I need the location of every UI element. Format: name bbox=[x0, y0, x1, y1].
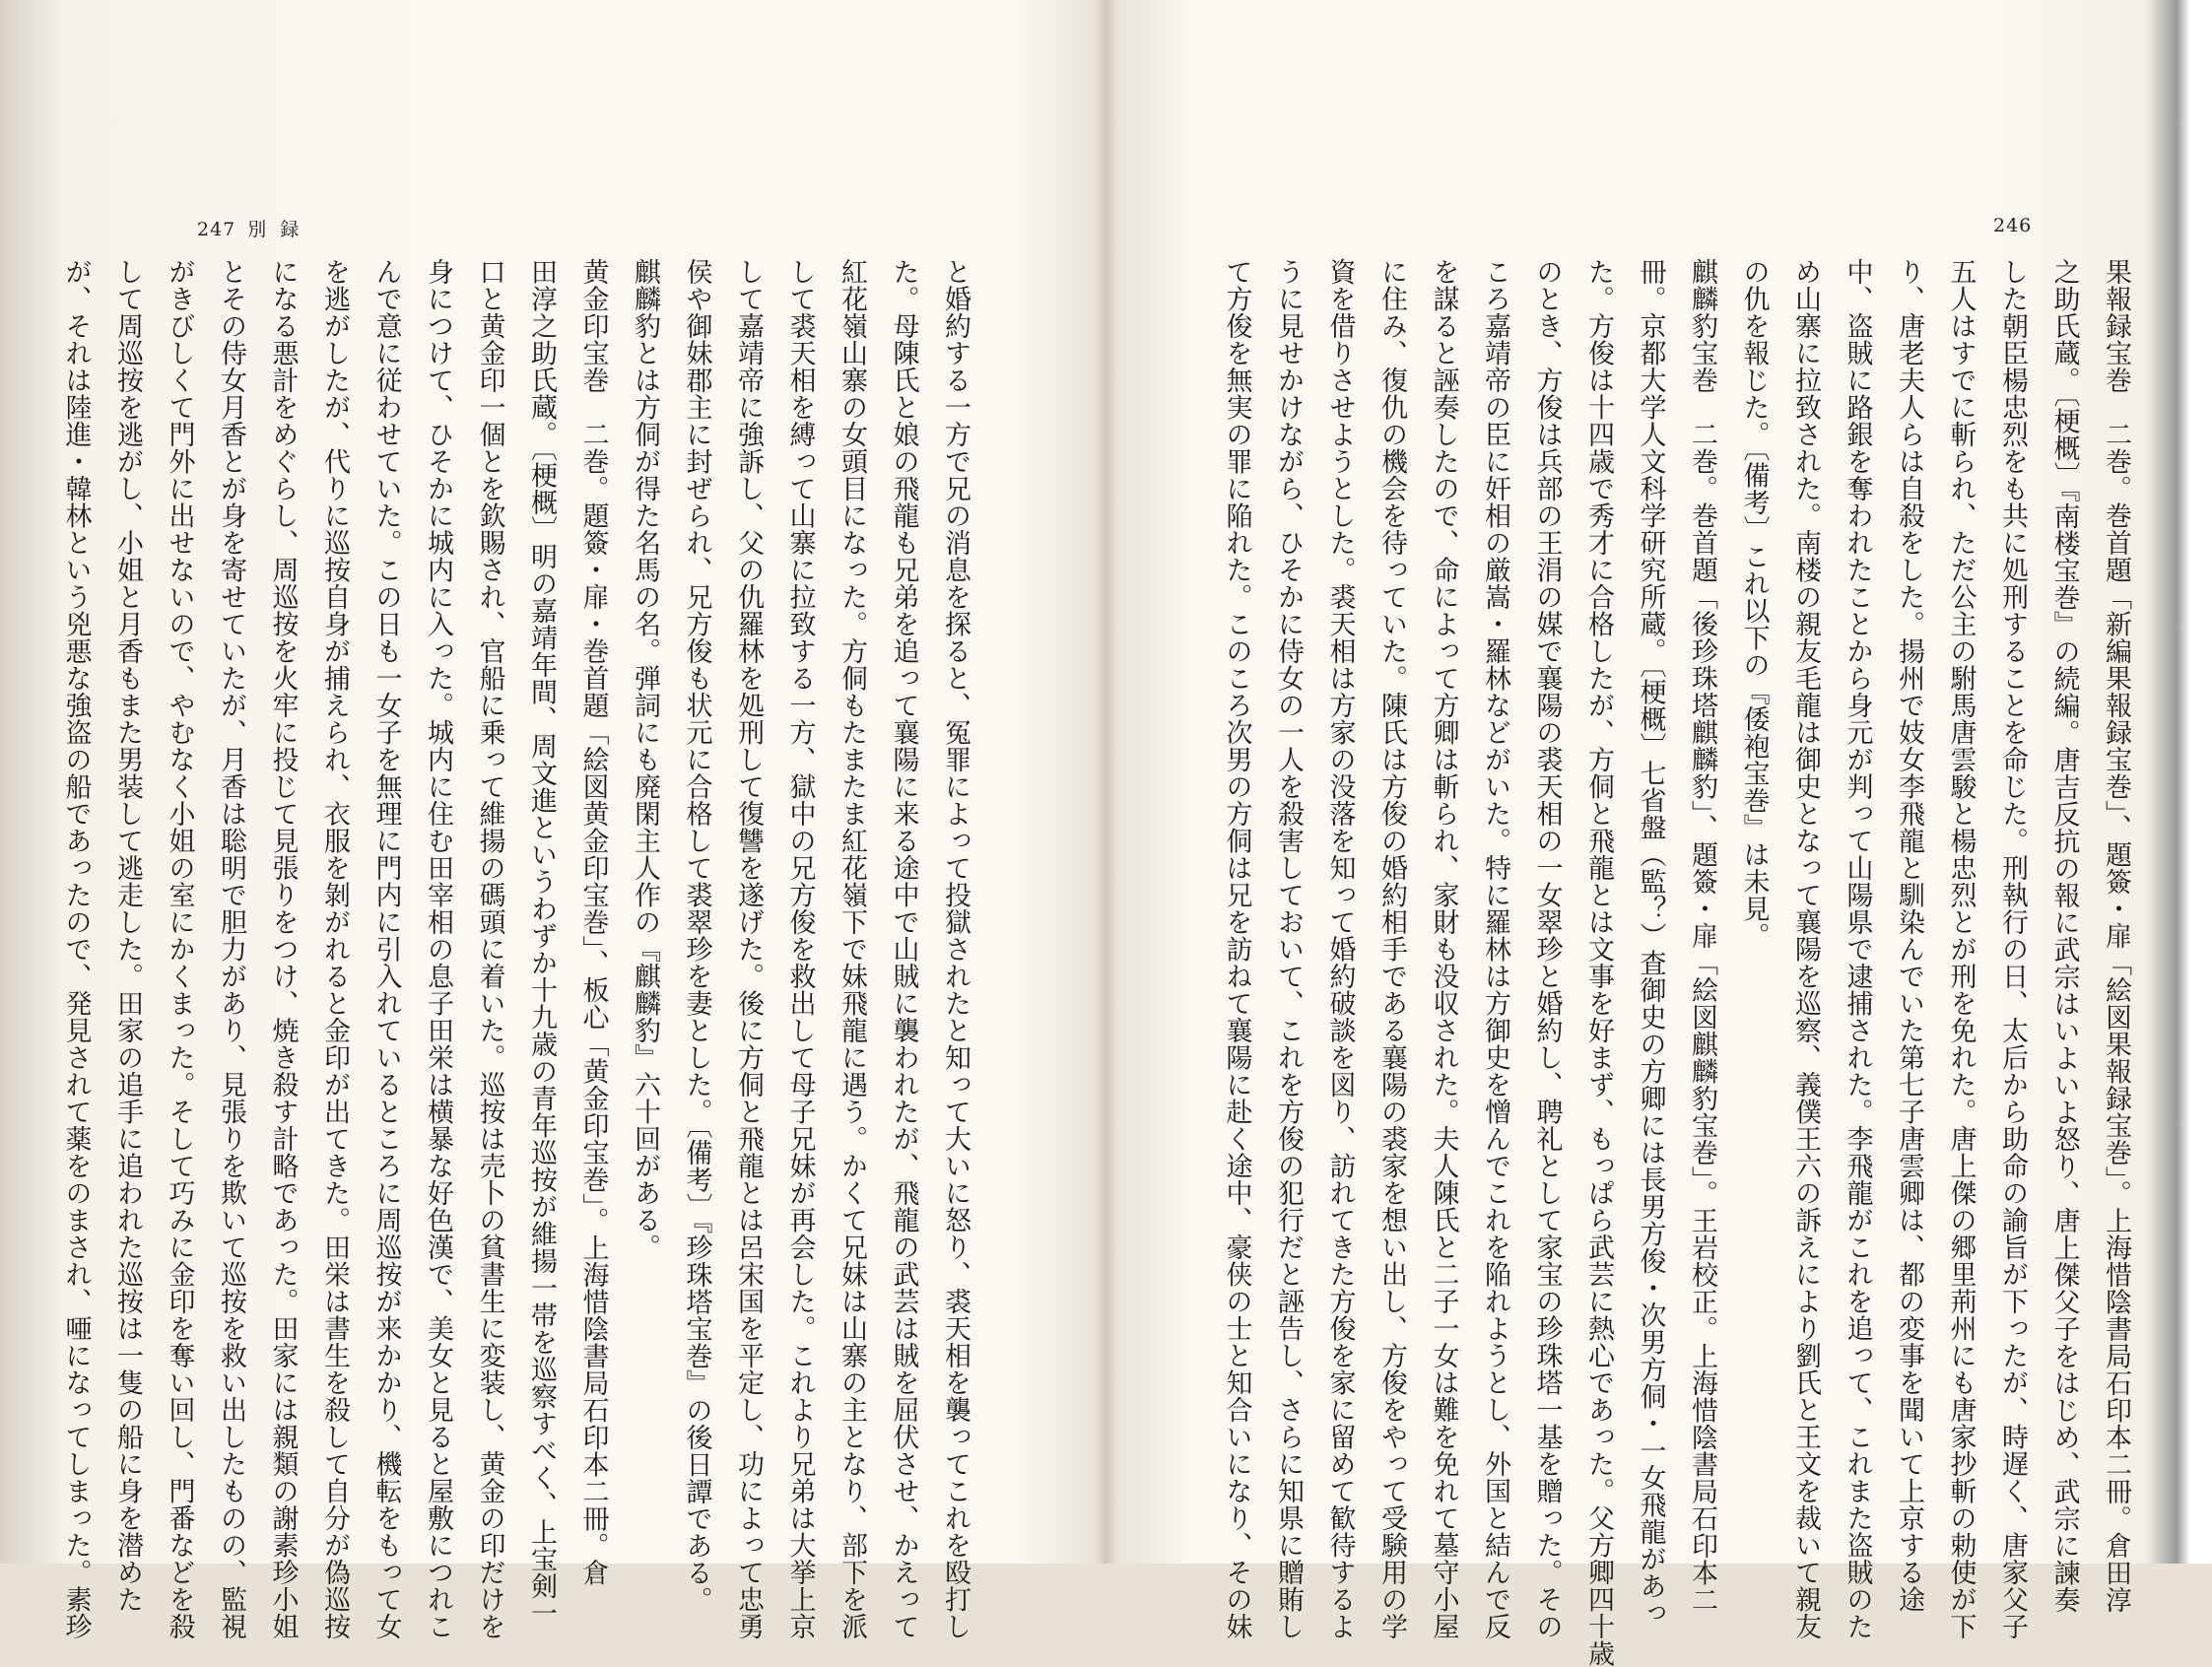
text-line: 身につけて、ひそかに城内に入った。城内に住む田宰相の息子田栄は横暴な好色漢で、美女と見ると屋敷につれこ bbox=[423, 258, 453, 1640]
text-line: を逃がしたが、代りに巡按自身が捕えられ、衣服を剝がれると金印が出てきた。田栄は書生を殺して自分が偽巡按 bbox=[319, 258, 350, 1640]
right-page-number: 246 bbox=[1993, 215, 2033, 236]
text-line: 麒麟豹とは方侗が得た名馬の名。弾詞にも廃閑主人作の『麒麟豹』六十回がある。 bbox=[630, 258, 660, 1261]
text-line: うに見せかけながら、ひそかに侍女の一人を殺害しておいて、これを方俊の犯行だと誣告し、さらに知県に贈賄し bbox=[1273, 258, 1304, 1640]
text-line: 侯や御妹郡主に封ぜられ、兄方俊も状元に合格して裘翠珍を妻とした。〔備考〕『珍珠塔宝巻』の後日譚である。 bbox=[681, 258, 712, 1614]
text-line: して裘天相を縛って山寨に拉致する一方、獄中の兄方俊を救出して母子兄妹が再会した。これより兄弟は大挙上京 bbox=[784, 258, 816, 1640]
text-line: がきびしくて門外に出せないので、やむなく小姐の室にかくまった。そして巧みに金印を奪い回し、門番などを殺 bbox=[164, 258, 195, 1640]
text-line: 果報録宝巻 二巻。巻首題「新編果報録宝巻」、題簽・扉「絵図果報録宝巻」。上海惜陰書局石印本二冊。倉田淳 bbox=[2101, 258, 2131, 1614]
right-text-block bbox=[1195, 258, 2141, 1667]
text-line: 五人はすでに斬られ、ただ公主の駙馬唐雲駿と楊忠烈とが刑を免れた。唐上傑の郷里荊州にも唐家抄斬の勅使が下 bbox=[1945, 258, 1977, 1640]
text-line: ころ嘉靖帝の臣に奸相の厳嵩・羅林などがいた。特に羅林は方御史を憎んでこれを陥れようとし、外国と結んで反 bbox=[1480, 258, 1510, 1640]
text-line: 中、盗賊に路銀を奪われたことから身元が判って山陽県で逮捕された。李飛龍がこれを追って、これまた盗賊のた bbox=[1842, 258, 1873, 1640]
left-page-number: 247 bbox=[197, 219, 236, 240]
text-line: して周巡按を逃がし、小姐と月香もまた男装して逃走した。田家の追手に追われた巡按は一隻の船に身を潜めた bbox=[112, 258, 143, 1613]
text-line: が、それは陸進・韓林という兇悪な強盗の船であったので、発見されて薬をのまされ、唖になってしまった。素珍 bbox=[60, 258, 92, 1640]
left-page bbox=[0, 0, 1106, 1640]
left-text-block bbox=[60, 258, 980, 1640]
text-line: 口と黄金印一個とを欽賜され、官船に乗って維揚の碼頭に着いた。巡按は売卜の貧書生に変装し、黄金の印だけを bbox=[474, 258, 505, 1640]
text-line: 黄金印宝巻 二巻。題簽・扉・巻首題「絵図黄金印宝巻」、板心「黄金印宝巻」。上海惜陰書局石印本二冊。倉 bbox=[577, 258, 609, 1586]
text-line: 之助氏蔵。〔梗概〕『南楼宝巻』の続編。唐吉反抗の報に武宗はいよいよ怒り、唐上傑父子をはじめ、武宗に諫奏 bbox=[2048, 258, 2080, 1614]
text-line: と婚約する一方で兄の消息を探ると、冤罪によって投獄されたと知って大いに怒り、裘天相を襲ってこれを殴打し bbox=[940, 258, 971, 1640]
left-running-head bbox=[197, 215, 312, 241]
text-line: た。方俊は十四歳で秀才に合格したが、方侗と飛龍とは文事を好まず、もっぱら武芸に熱心であった。父方卿四十歳 bbox=[1583, 258, 1614, 1667]
text-line: 冊。京都大学人文科学研究所蔵。〔梗概〕七省盤（監？）査御史の方卿には長男方俊・次男方侗・一女飛龍があっ bbox=[1635, 258, 1666, 1627]
text-line: 田淳之助氏蔵。〔梗概〕明の嘉靖年間、周文進というわずか十九歳の青年巡按が維揚一帯を巡察すべく、上宝剣一 bbox=[526, 258, 557, 1627]
text-line: した朝臣楊忠烈をも共に処刑することを命じた。刑執行の日、太后から助命の諭旨が下ったが、時遅く、唐家父子 bbox=[1997, 258, 2028, 1640]
text-line: た。母陳氏と娘の飛龍も兄弟を追って襄陽に来る途中で山賊に襲われたが、飛龍の武芸は賊を屈伏させ、かえって bbox=[888, 258, 919, 1640]
text-line: 麒麟豹宝巻 二巻。巻首題「後珍珠塔麒麟豹」、題簽・扉「絵図麒麟豹宝巻」。王岩校正。上海惜陰書局石印本二 bbox=[1687, 258, 1717, 1614]
right-running-head bbox=[1993, 215, 2032, 236]
running-title: 別録 bbox=[247, 219, 313, 240]
text-line: 資を借りさせようとした。裘天相は方家の没落を知って婚約破談を図り、訪れてきた方俊を家に留めて歓待するよ bbox=[1324, 258, 1356, 1640]
text-line: んで意に従わせていた。この日も一女子を無理に門内に引入れているところに周巡按が来かかり、機転をもって女 bbox=[370, 258, 402, 1640]
right-page bbox=[1106, 0, 2212, 1667]
text-line: て方俊を無実の罪に陥れた。このころ次男の方侗は兄を訪ねて襄陽に赴く途中、豪侠の士と知合いになり、その妹 bbox=[1221, 258, 1252, 1640]
text-line: の仇を報じた。〔備考〕これ以下の『倭袍宝巻』は未見。 bbox=[1738, 258, 1770, 950]
text-line: とその侍女月香とが身を寄せていたが、月香は聡明で胆力があり、見張りを欺いて巡按を救い出したものの、監視 bbox=[216, 258, 246, 1640]
text-line: のとき、方俊は兵部の王涓の媒で襄陽の裘天相の一女翠珍と婚約し、聘礼として家宝の珍珠塔一基を贈った。その bbox=[1531, 258, 1563, 1640]
text-line: り、唐老夫人らは自殺をした。揚州で妓女李飛龍と馴染んでいた第七子唐雲卿は、都の変事を聞いて上京する途 bbox=[1894, 258, 1924, 1613]
text-line: を謀ると誣奏したので、命によって方卿は斬られ、家財も没収された。夫人陳氏と二子一女は難を免れて墓守小屋 bbox=[1428, 258, 1459, 1640]
text-line: して嘉靖帝に強訴し、父の仇羅林を処刑して復讐を遂げた。後に方侗と飛龍とは呂宋国を平定し、功によって忠勇 bbox=[733, 258, 764, 1640]
text-line: に住み、復仇の機会を待っていた。陳氏は方俊の婚約相手である襄陽の裘家を想い出し、方俊をやって受験用の学 bbox=[1376, 258, 1407, 1640]
text-line: になる悪計をめぐらし、周巡按を火牢に投じて見張りをつけ、焼き殺す計略であった。田家には親類の謝素珍小姐 bbox=[267, 258, 299, 1640]
text-line: め山寨に拉致された。南楼の親友毛龍は御史となって襄陽を巡察、義僕王六の訴えにより劉氏と王文を裁いて親友 bbox=[1790, 258, 1821, 1640]
text-line: 紅花嶺山寨の女頭目になった。方侗もたまたま紅花嶺下で妹飛龍に遇う。かくて兄妹は山寨の主となり、部下を派 bbox=[837, 258, 867, 1640]
